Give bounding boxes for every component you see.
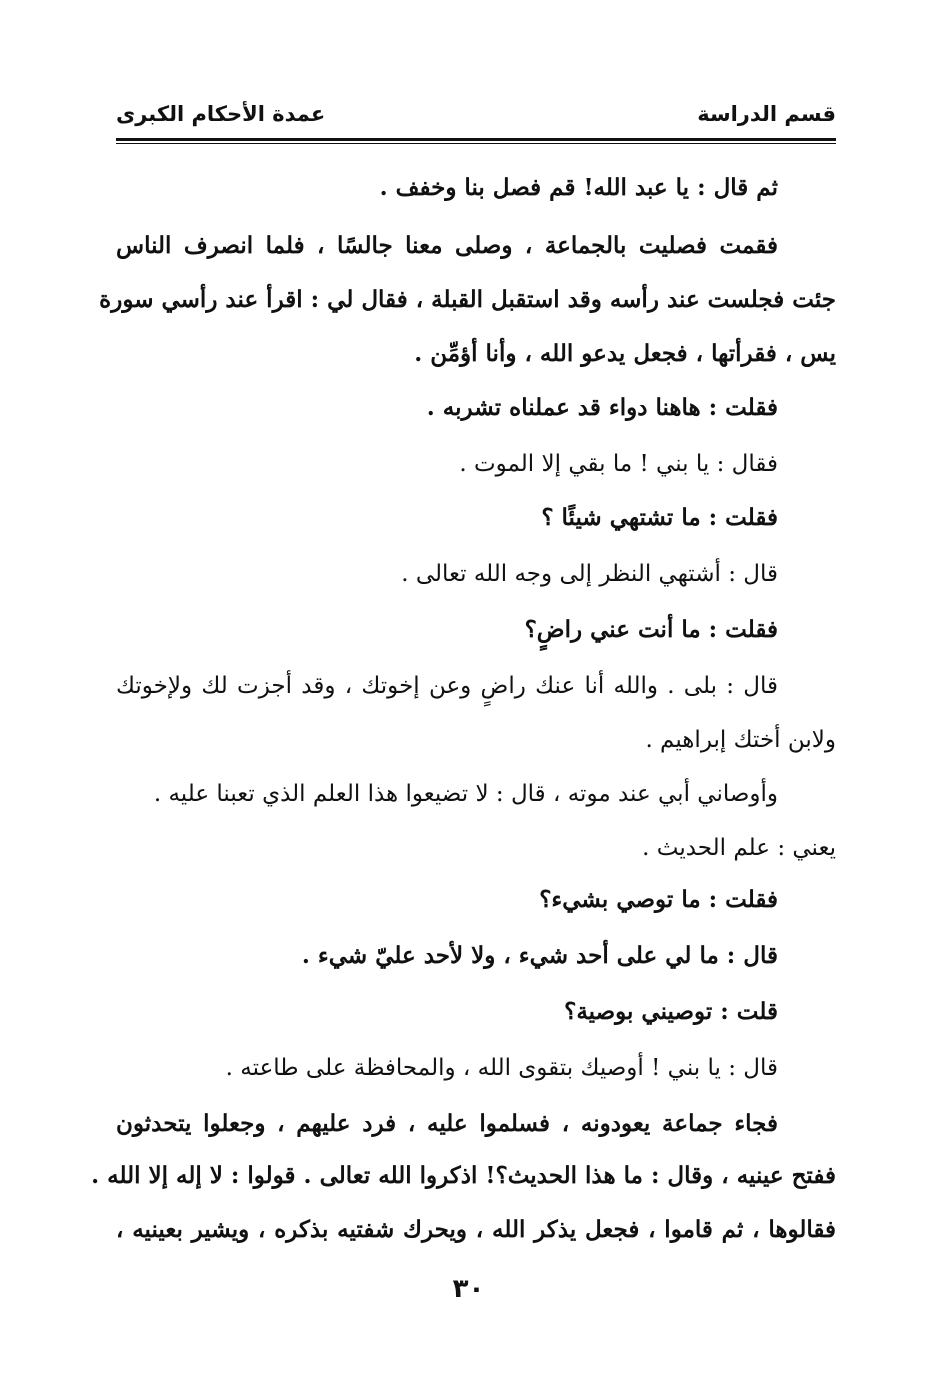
text-line: فقال : يا بني ! ما بقي إلا الموت . [459, 451, 778, 477]
text-line: قال : ما لي على أحد شيء ، ولا لأحد عليّ شيء . [301, 942, 778, 969]
text-line: ولابن أختك إبراهيم . [645, 727, 836, 753]
text-line: قال : بلى . والله أنا عنك راضٍ وعن إخوتك ، وقد أجزت لك ولإخوتك [116, 673, 778, 699]
text-line: ثم قال : يا عبد الله! قم فصل بنا وخفف . [379, 174, 778, 201]
text-line: قال : أشتهي النظر إلى وجه الله تعالى . [401, 561, 778, 587]
text-line: يس ، فقرأتها ، فجعل يدعو الله ، وأنا أؤمِّن . [414, 340, 836, 367]
text-line: قلت : توصيني بوصية؟ [564, 998, 778, 1025]
text-line: جئت فجلست عند رأسه وقد استقبل القبلة ، فقال لي : اقرأ عند رأسي سورة [99, 286, 836, 313]
text-line: ففتح عينيه ، وقال : ما هذا الحديث؟! اذكروا الله تعالى . قولوا : لا إله إلا الله . [91, 1162, 836, 1189]
text-line: فقلت : هاهنا دواء قد عملناه تشربه . [426, 394, 778, 421]
page-header [116, 100, 836, 136]
header-rule [116, 138, 836, 141]
text-line: يعني : علم الحديث . [642, 835, 836, 861]
text-line: وأوصاني أبي عند موته ، قال : لا تضيعوا هذا العلم الذي تعبنا عليه . [153, 781, 778, 807]
section-title: قسم الدراسة [697, 102, 836, 126]
text-line: قال : يا بني ! أوصيك بتقوى الله ، والمحافظة على طاعته . [225, 1055, 778, 1081]
text-line: فقلت : ما أنت عني راضٍ؟ [524, 616, 778, 643]
text-line: فقمت فصليت بالجماعة ، وصلى معنا جالسًا ، فلما انصرف الناس [116, 232, 778, 259]
page-number: ٣٠ [452, 1274, 485, 1304]
text-line: فجاء جماعة يعودونه ، فسلموا عليه ، فرد عليهم ، وجعلوا يتحدثون [116, 1110, 778, 1137]
text-line: فقلت : ما تشتهي شيئًا ؟ [541, 504, 778, 531]
text-line: فقالوها ، ثم قاموا ، فجعل يذكر الله ، ويحرك شفتيه بذكره ، ويشير بعينيه ، [116, 1216, 836, 1243]
text-line: فقلت : ما توصي بشيء؟ [539, 886, 778, 913]
header-rule-thin [116, 143, 836, 144]
book-title: عمدة الأحكام الكبرى [116, 102, 326, 126]
